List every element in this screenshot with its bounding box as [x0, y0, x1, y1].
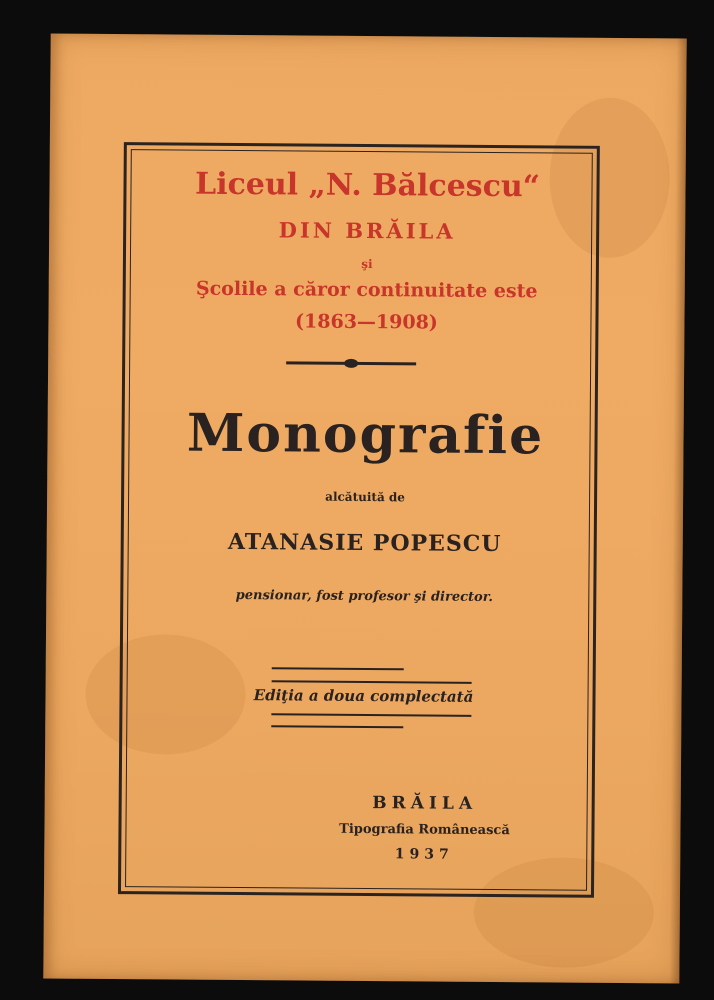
author-role: pensionar, fost profesor şi director.: [235, 587, 493, 606]
publication-year: 1937: [394, 846, 454, 863]
ornament-center: [344, 359, 358, 368]
publisher-name: Tipografia Românească: [339, 821, 510, 839]
author-name: ATANASIE POPESCU: [227, 528, 502, 558]
book-title: Monografie: [186, 402, 545, 467]
by-line: alcătuită de: [325, 489, 406, 505]
conjunction: şi: [361, 256, 373, 272]
publisher-city: BRĂILA: [372, 793, 478, 814]
school-city: DIN BRĂILA: [278, 217, 456, 244]
book-cover: [43, 34, 686, 984]
years-range: (1863—1908): [295, 310, 438, 334]
school-name: Liceul „N. Bălcescu“: [194, 166, 541, 205]
edition-label: Ediţia a doua complectată: [253, 686, 474, 706]
schools-line: Şcolile a căror continuitate este: [195, 277, 538, 303]
